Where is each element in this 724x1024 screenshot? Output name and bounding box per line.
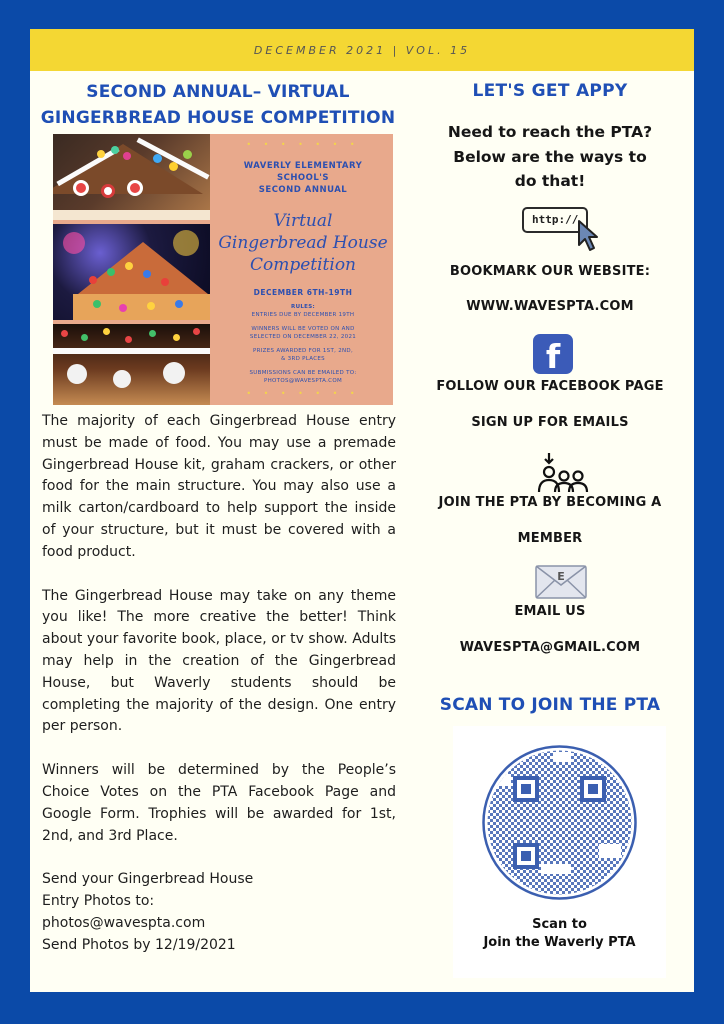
send-instructions (42, 869, 396, 956)
competition-title-line1: SECOND ANNUAL– VIRTUAL (86, 82, 350, 102)
qr-card (453, 726, 666, 978)
flyer-submit-line2: PHOTOS@WAVESPTA.COM (263, 377, 343, 384)
send-line1: Send your Gingerbread House (42, 871, 254, 888)
paragraph-food-rule: The majority of each Gingerbread House entry must be made of food. You may use a premade Gingerbread House kit, graham crackers, or other food for the main structure. You may also use a milk carton/cardboard to help support the inside of your structure, but it must be covered with a food product. (42, 413, 396, 560)
flyer-school-line3: SECOND ANNUAL (258, 185, 348, 195)
signup-emails-link[interactable]: SIGN UP FOR EMAILS (471, 415, 629, 430)
flyer-text-panel (213, 134, 393, 405)
competition-details (42, 411, 396, 957)
appy-title: LET'S GET APPY (472, 81, 628, 101)
join-pta-line2[interactable]: MEMBER (517, 531, 583, 546)
reach-pta-line1: Need to reach the PTA? (447, 123, 653, 141)
flyer-submit-line1: SUBMISSIONS CAN BE EMAILED TO: (249, 370, 357, 376)
gingerbread-photo-3 (53, 324, 210, 405)
reach-pta-line3: do that! (514, 172, 586, 190)
qr-finder-top-left (515, 778, 537, 800)
bookmark-label: BOOKMARK OUR WEBSITE: (449, 264, 651, 279)
gingerbread-photo-1 (53, 134, 210, 220)
issue-banner (30, 29, 694, 71)
http-icon-text: http:// (532, 213, 579, 226)
flyer-script-line2: Gingerbread House (218, 233, 388, 253)
flyer-winners-line1: WINNERS WILL BE VOTED ON AND (251, 326, 355, 332)
send-deadline: Send Photos by 12/19/2021 (42, 936, 236, 953)
flyer-script-title (213, 210, 393, 276)
issue-banner-text: DECEMBER 2021 | VOL. 15 (253, 43, 471, 57)
facebook-icon-letter: f (545, 337, 561, 374)
scan-title: SCAN TO JOIN THE PTA (439, 695, 661, 715)
gingerbread-photo-2 (53, 224, 210, 320)
send-email-link[interactable]: photos@wavespta.com (42, 914, 206, 931)
flyer-submissions (213, 370, 393, 385)
envelope-letter: E (557, 570, 565, 583)
scan-caption (453, 916, 666, 952)
qr-code[interactable] (481, 744, 638, 901)
flyer-rules-heading: RULES: (291, 304, 315, 310)
flyer-script-line1: Virtual (273, 211, 333, 231)
competition-title-line2: GINGERBREAD HOUSE COMPETITION (40, 108, 396, 128)
paragraph-theme: The Gingerbread House may take on any theme you like! The more creative the better! Think about your favorite book, place, or tv show. Adults may help in the creation of the Gingerbread House, but Waverly students should be completing the majority of the design. One entry per person. (42, 587, 396, 735)
flyer-stars-bottom: • • • • • • • (246, 389, 360, 398)
paragraph-winners: Winners will be determined by the People’s Choice Votes on the PTA Facebook Page and Google Form. Trophies will be awarded for 1st, 2nd, and 3rd Place. (42, 762, 396, 844)
members-icon (535, 452, 589, 494)
cursor-icon (576, 219, 602, 253)
envelope-icon (535, 565, 587, 599)
competition-title (34, 79, 402, 131)
flyer-stars-top: • • • • • • • (246, 140, 360, 149)
send-line2: Entry Photos to: (42, 893, 155, 910)
facebook-icon[interactable] (533, 334, 573, 374)
join-pta-line1[interactable]: JOIN THE PTA BY BECOMING A (438, 495, 662, 510)
flyer-winners-line2: SELECTED ON DECEMBER 22, 2021 (249, 333, 357, 340)
newsletter-page (30, 29, 694, 992)
flyer-prizes-line2: & 3RD PLACES (281, 355, 325, 362)
flyer-prizes (213, 348, 393, 363)
pta-email-link[interactable]: WAVESPTA@GMAIL.COM (459, 640, 641, 655)
flyer-dates: DECEMBER 6TH-19TH (253, 288, 353, 297)
reach-pta-line2: Below are the ways to (453, 147, 647, 166)
website-link[interactable]: WWW.WAVESPTA.COM (466, 299, 634, 314)
email-us-label: EMAIL US (514, 604, 586, 619)
competition-flyer (53, 134, 393, 405)
scan-caption-line2: Join the Waverly PTA (483, 935, 636, 950)
follow-facebook-link[interactable]: FOLLOW OUR FACEBOOK PAGE (436, 379, 664, 394)
reach-pta-text (422, 120, 678, 194)
flyer-winners (213, 326, 393, 341)
flyer-school-line2: SCHOOL'S (276, 173, 330, 183)
qr-finder-top-right (582, 778, 604, 800)
scan-caption-line1: Scan to (532, 917, 587, 932)
qr-finder-bottom-left (515, 845, 537, 867)
flyer-prizes-line1: PRIZES AWARDED FOR 1ST, 2ND, (252, 348, 354, 354)
flyer-school (213, 160, 393, 196)
flyer-school-line1: WAVERLY ELEMENTARY (243, 161, 363, 171)
flyer-rules (213, 304, 393, 319)
flyer-rules-line1: ENTRIES DUE BY DECEMBER 19TH (251, 311, 355, 318)
flyer-script-line3: Competition (249, 255, 357, 275)
